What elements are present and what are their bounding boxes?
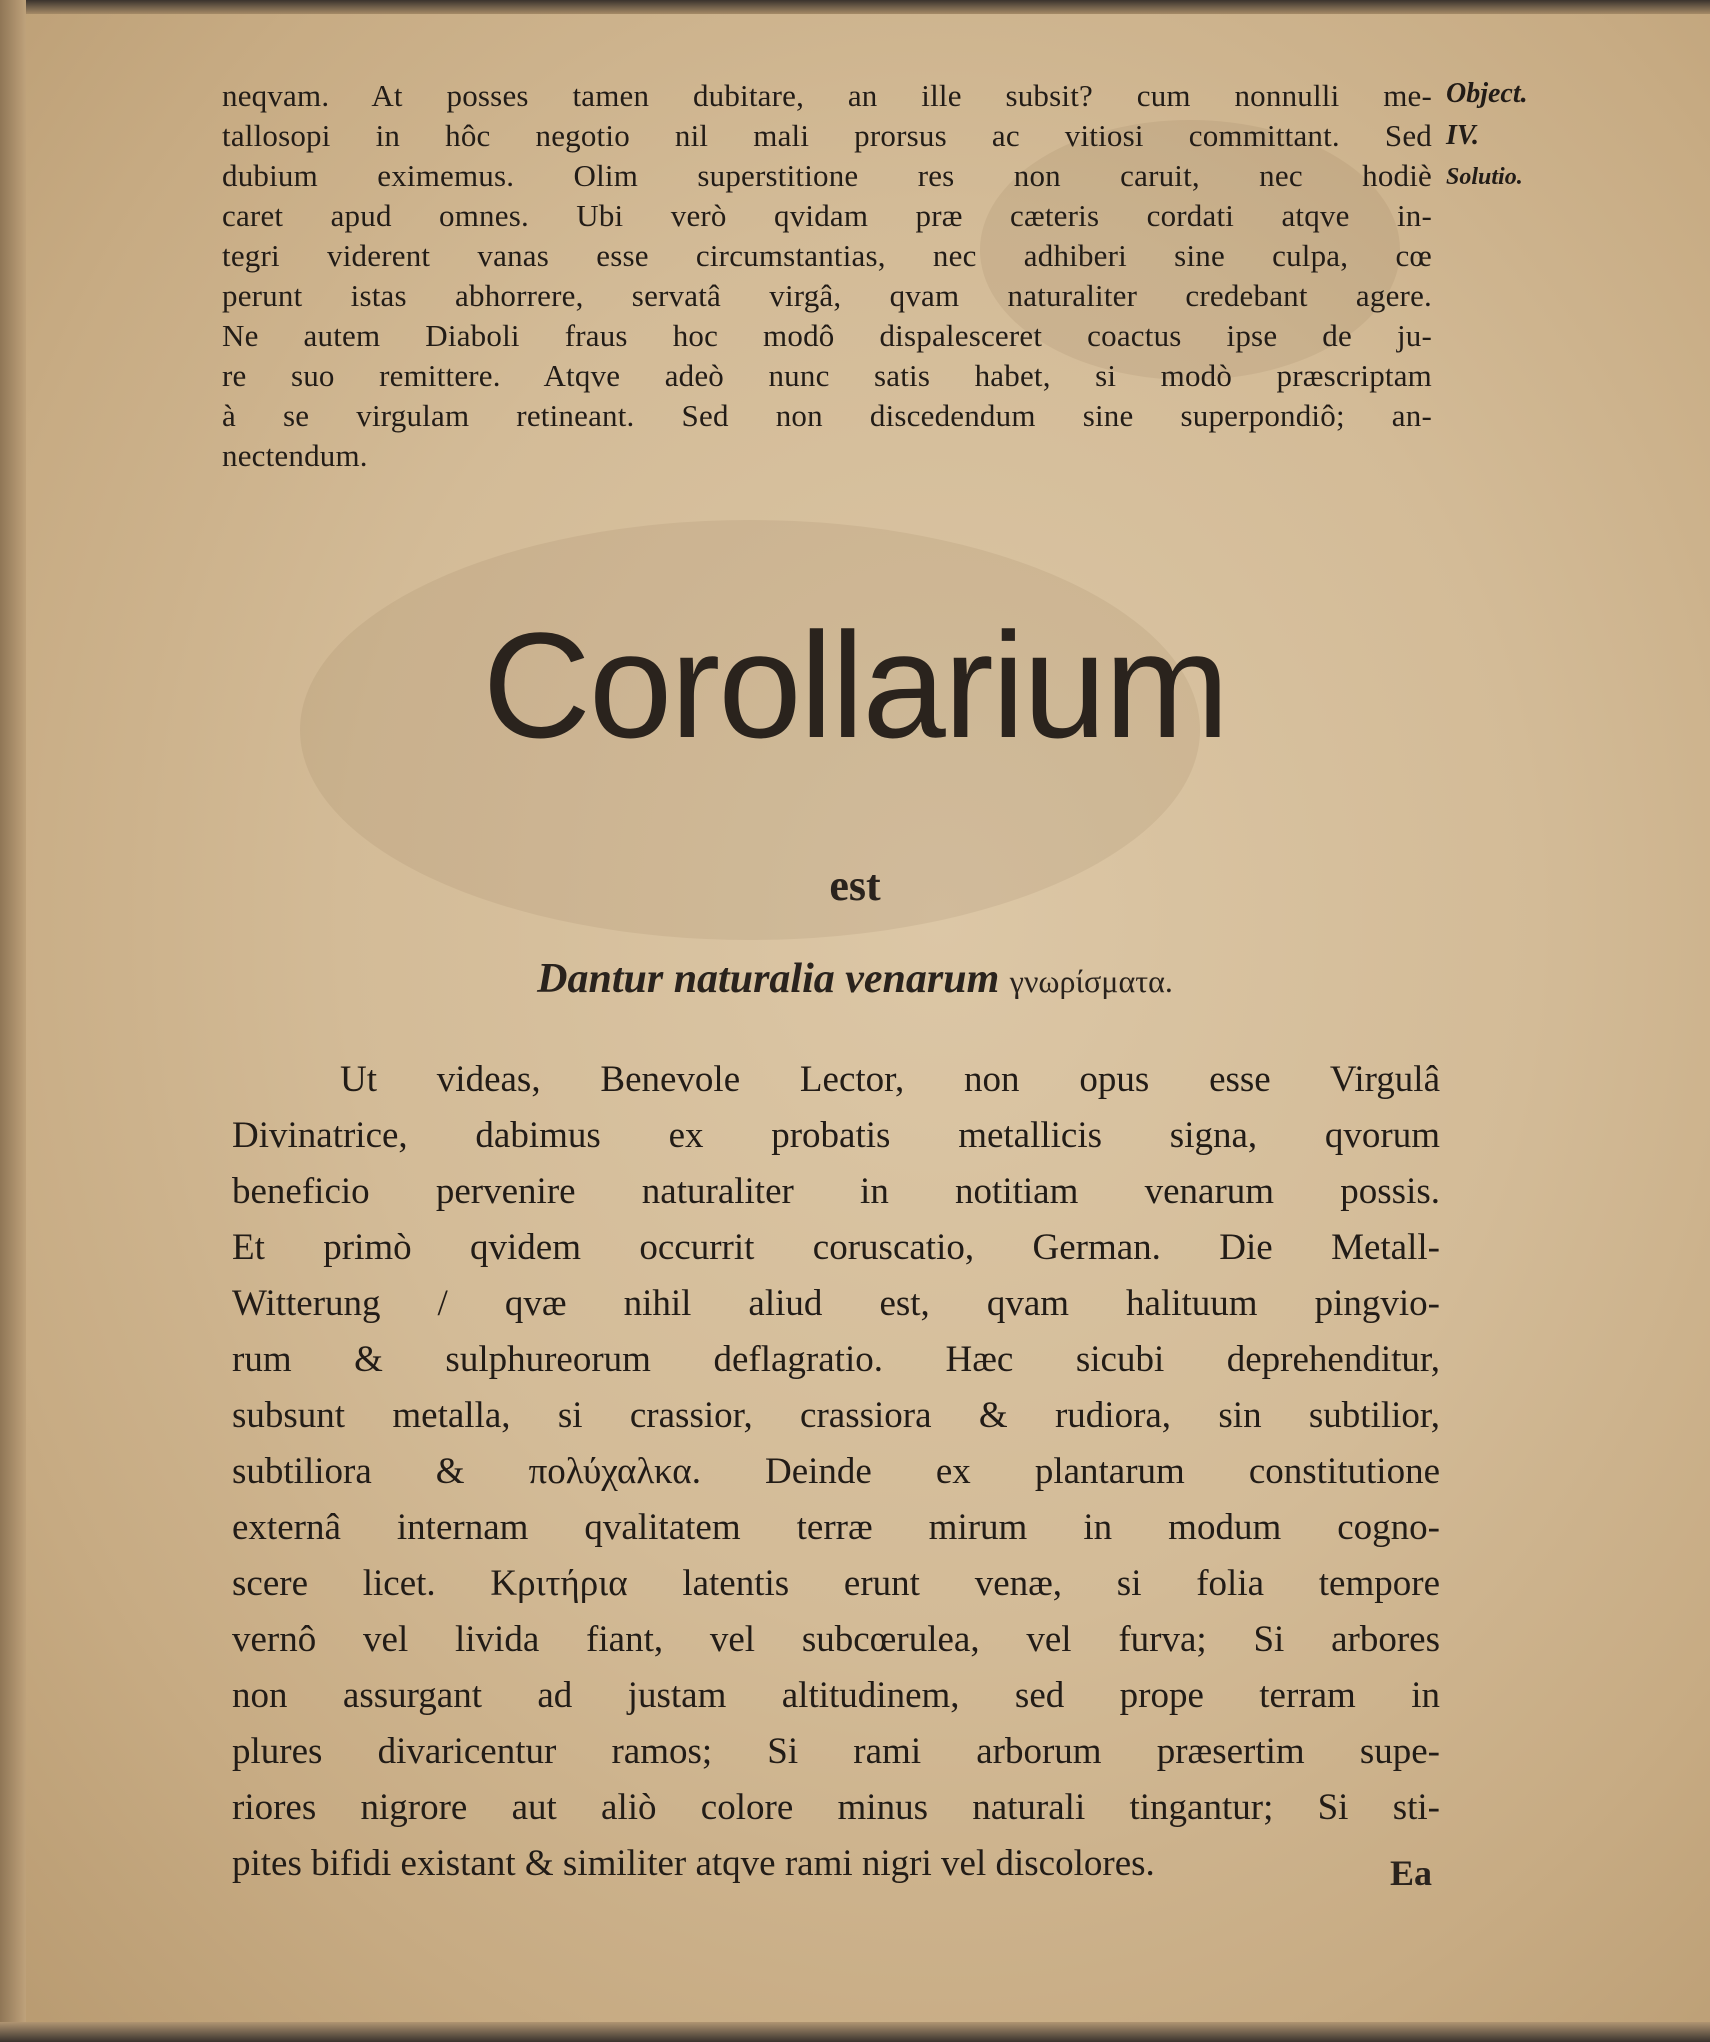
text-line: vernô vel livida fiant, vel subcœrulea, vel furva; Si arbores — [232, 1619, 1440, 1660]
text-line: plures divaricentur ramos; Si rami arborum præsertim supe- — [232, 1731, 1440, 1772]
thesis-statement — [0, 955, 1710, 1003]
text-line: tallosopi in hôc negotio nil mali prorsus ac vitiosi committant. Sed — [222, 118, 1432, 153]
text-line: neqvam. At posses tamen dubitare, an ille subsit? cum nonnulli me- — [222, 78, 1432, 113]
margin-note-objection: Object. — [1446, 78, 1528, 109]
text-line: Ut videas, Benevole Lector, non opus esse Virgulâ — [340, 1059, 1440, 1100]
text-line: non assurgant ad justam altitudinem, sed prope terram in — [232, 1675, 1440, 1716]
body-paragraph — [232, 1052, 1440, 1892]
text-line: Et primò qvidem occurrit coruscatio, German. Die Metall- — [232, 1227, 1440, 1268]
margin-note-solution: Solutio. — [1446, 164, 1523, 190]
section-heading: Corollarium — [482, 601, 1228, 769]
thesis-greek: γνωρίσματα. — [1009, 963, 1173, 999]
text-line: Ne autem Diaboli fraus hoc modô dispalesceret coactus ipse de ju- — [222, 318, 1432, 353]
text-line: subtiliora & πολύχαλκα. Deinde ex plantarum constitutione — [232, 1451, 1440, 1492]
text-line: rum & sulphureorum deflagratio. Hæc sicubi deprehenditur, — [232, 1339, 1440, 1380]
text-line: externâ internam qvalitatem terræ mirum in modum cogno- — [232, 1507, 1440, 1548]
heading-connector: est — [829, 861, 881, 910]
text-line: pites bifidi existant & similiter atqve rami nigri vel discolores. — [232, 1843, 1155, 1884]
top-paragraph — [222, 76, 1432, 476]
text-line: perunt istas abhorrere, servatâ virgâ, qvam naturaliter credebant agere. — [222, 278, 1432, 313]
text-line: beneficio pervenire naturaliter in notitiam venarum possis. — [232, 1171, 1440, 1212]
catchword: Ea — [1390, 1853, 1433, 1893]
text-line: nectendum. — [222, 438, 368, 473]
text-line: dubium eximemus. Olim superstitione res non caruit, nec hodiè — [222, 158, 1432, 193]
text-line: scere licet. Κριτήρια latentis erunt venæ, si folia tempore — [232, 1563, 1440, 1604]
text-line: subsunt metalla, si crassior, crassiora & rudiora, sin subtilior, — [232, 1395, 1440, 1436]
text-line: riores nigrore aut aliò colore minus naturali tingantur; Si sti- — [232, 1787, 1440, 1828]
text-line: Divinatrice, dabimus ex probatis metallicis signa, qvorum — [232, 1115, 1440, 1156]
text-line: tegri viderent vanas esse circumstantias, nec adhiberi sine culpa, cœ — [222, 238, 1432, 273]
page-top-edge — [0, 0, 1710, 14]
text-line: caret apud omnes. Ubi verò qvidam præ cæteris cordati atqve in- — [222, 198, 1432, 233]
text-line: à se virgulam retineant. Sed non discedendum sine superpondiô; an- — [222, 398, 1432, 433]
text-line: Witterung / qvæ nihil aliud est, qvam halituum pingvio- — [232, 1283, 1440, 1324]
text-line: re suo remittere. Atqve adeò nunc satis habet, si modò præscriptam — [222, 358, 1432, 393]
page-bottom-edge — [0, 2022, 1710, 2042]
thesis-latin: Dantur naturalia venarum — [537, 956, 1000, 1002]
page-gutter — [0, 0, 26, 2042]
margin-note-number: IV. — [1446, 120, 1479, 151]
